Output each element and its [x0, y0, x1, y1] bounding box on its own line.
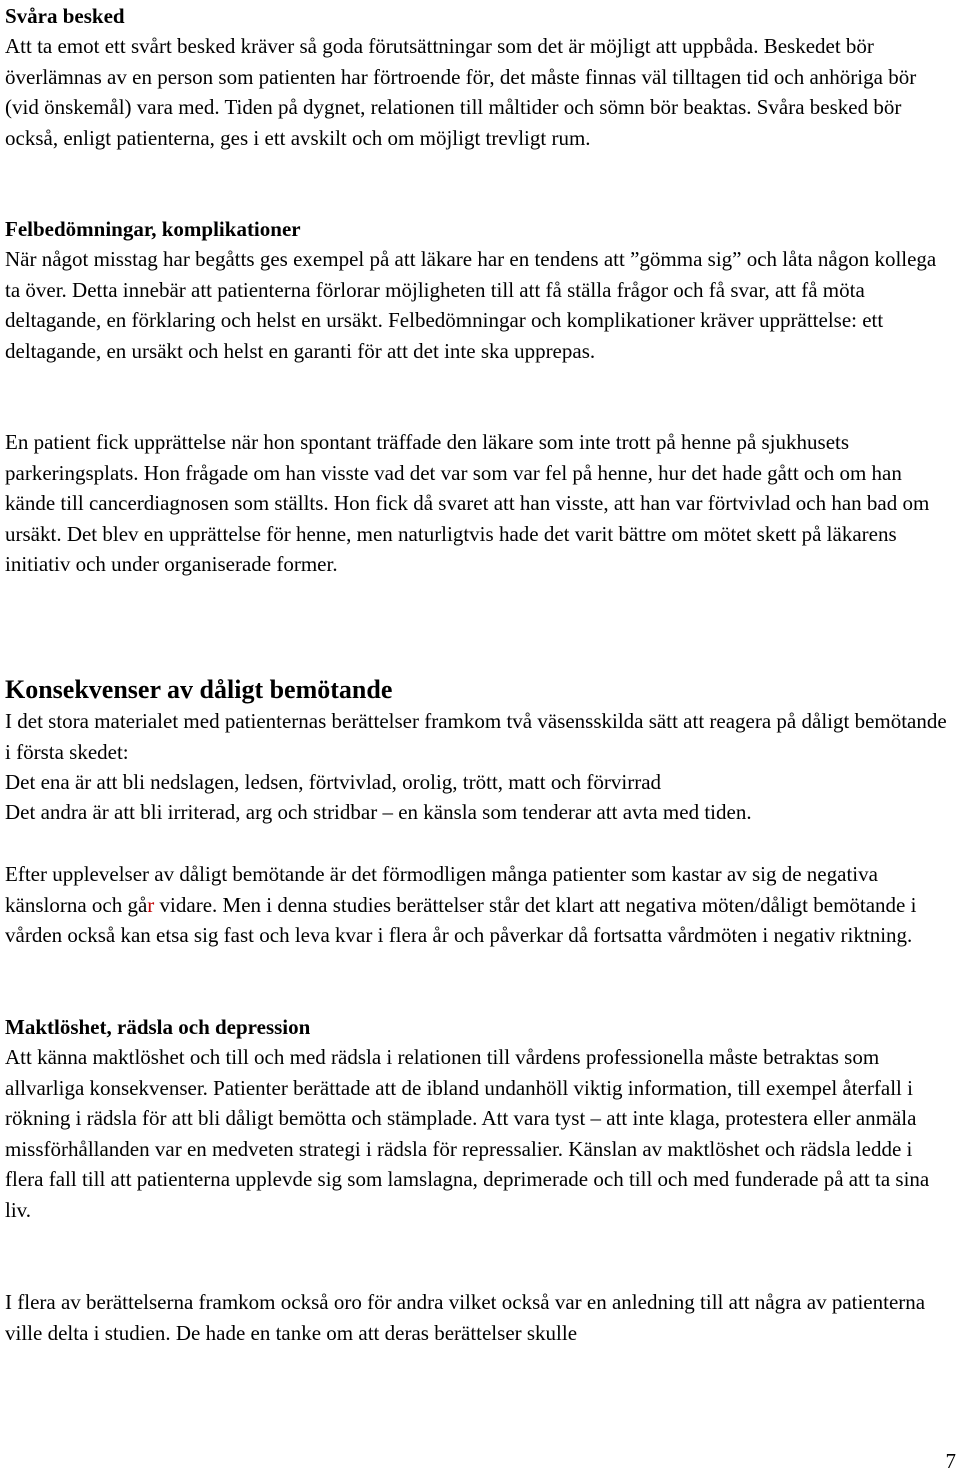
heading-svara-besked: Svåra besked [5, 4, 125, 28]
heading-maktloshet: Maktlöshet, rädsla och depression [5, 1015, 311, 1039]
paragraph-svara-besked: Att ta emot ett svårt besked kräver så goda förutsättningar som det är möjligt att uppbåda. Beskedet bör överlämnas av en person som patienten har förtroende för, det måste finnas väl tilltagen tid och anhöriga bör (vid önskemål) vara med. Tiden på dygnet, relationen till måltider och sömn bör beaktas. Svåra besked bör också, enligt patienterna, ges i ett avskilt och om möjligt trevligt rum. [5, 34, 917, 150]
paragraph-konsekvenser-intro: I det stora materialet med patienternas berättelser framkom två väsensskilda sätt att reagera på dåligt bemötande i första skedet: [5, 709, 947, 764]
paragraph-closing: I flera av berättelserna framkom också oro för andra vilket också var en anledning till att några av patienterna ville delta i studien. De hade en tanke om att deras berättelser skulle [5, 1290, 926, 1345]
text-segment: Efter upplevelser av dåligt bemötande är det förmodligen många patienter som kastar av sig de negativa känslorna och gå [5, 862, 878, 917]
page-number: 7 [945, 1449, 956, 1473]
line-reaction-two: Det andra är att bli irriterad, arg och stridbar – en känsla som tenderar att avta med tiden. [5, 800, 752, 824]
paragraph-maktloshet: Att känna maktlöshet och till och med rädsla i relationen till vårdens professionella måste betraktas som allvarliga konsekvenser. Patienter berättade att de ibland undanhöll viktig information, till exempel återfall i rökning i rädsla för att bli dåligt bemötta och stämplade. Att vara tyst – att inte klaga, protestera eller anmäla missförhållanden var en medveten strategi i rädsla för repressalier. Känslan av maktlöshet och rädsla ledde i flera fall till att patienterna upplevde sig som lamslagna, deprimerade och till och med funderade på att ta sina liv. [5, 1045, 930, 1222]
line-reaction-one: Det ena är att bli nedslagen, ledsen, förtvivlad, orolig, trött, matt och förvirrad [5, 770, 662, 794]
highlighted-letter: r [147, 892, 155, 917]
text-segment: vidare. Men i denna studies berättelser står det klart att negativa möten/dåligt bemötande i vården också kan etsa sig fast och leva kvar i flera år och påverkar då fortsatta vårdmöten i negativ riktning. [5, 892, 917, 948]
heading-konsekvenser: Konsekvenser av dåligt bemötande [5, 675, 393, 704]
paragraph-efter-upplevelser [5, 859, 955, 951]
paragraph-felbedomningar: När något misstag har begåtts ges exempel på att läkare har en tendens att ”gömma sig” och låta någon kollega ta över. Detta innebär att patienterna förlorar möjligheten till att få ställa frågor och få svar, att få möta deltagande, en förklaring och helst en ursäkt. Felbedömningar och komplikationer kräver upprättelse: ett deltagande, en ursäkt och helst en garanti för att det inte ska upprepas. [5, 247, 937, 363]
paragraph-patient-example: En patient fick upprättelse när hon spontant träffade den läkare som inte trott på henne på sjukhusets parkeringsplats. Hon frågade om han visste vad det var som var fel på henne, hur det hade gått och om han kände till cancerdiagnosen som ställts. Hon fick då svaret att han visste, att han var förtvivlad och han bad om ursäkt. Det blev en upprättelse för henne, men naturligtvis hade det varit bättre om mötet skett på läkarens initiativ och under organiserade former. [5, 430, 930, 577]
heading-felbedomningar: Felbedömningar, komplikationer [5, 217, 301, 241]
